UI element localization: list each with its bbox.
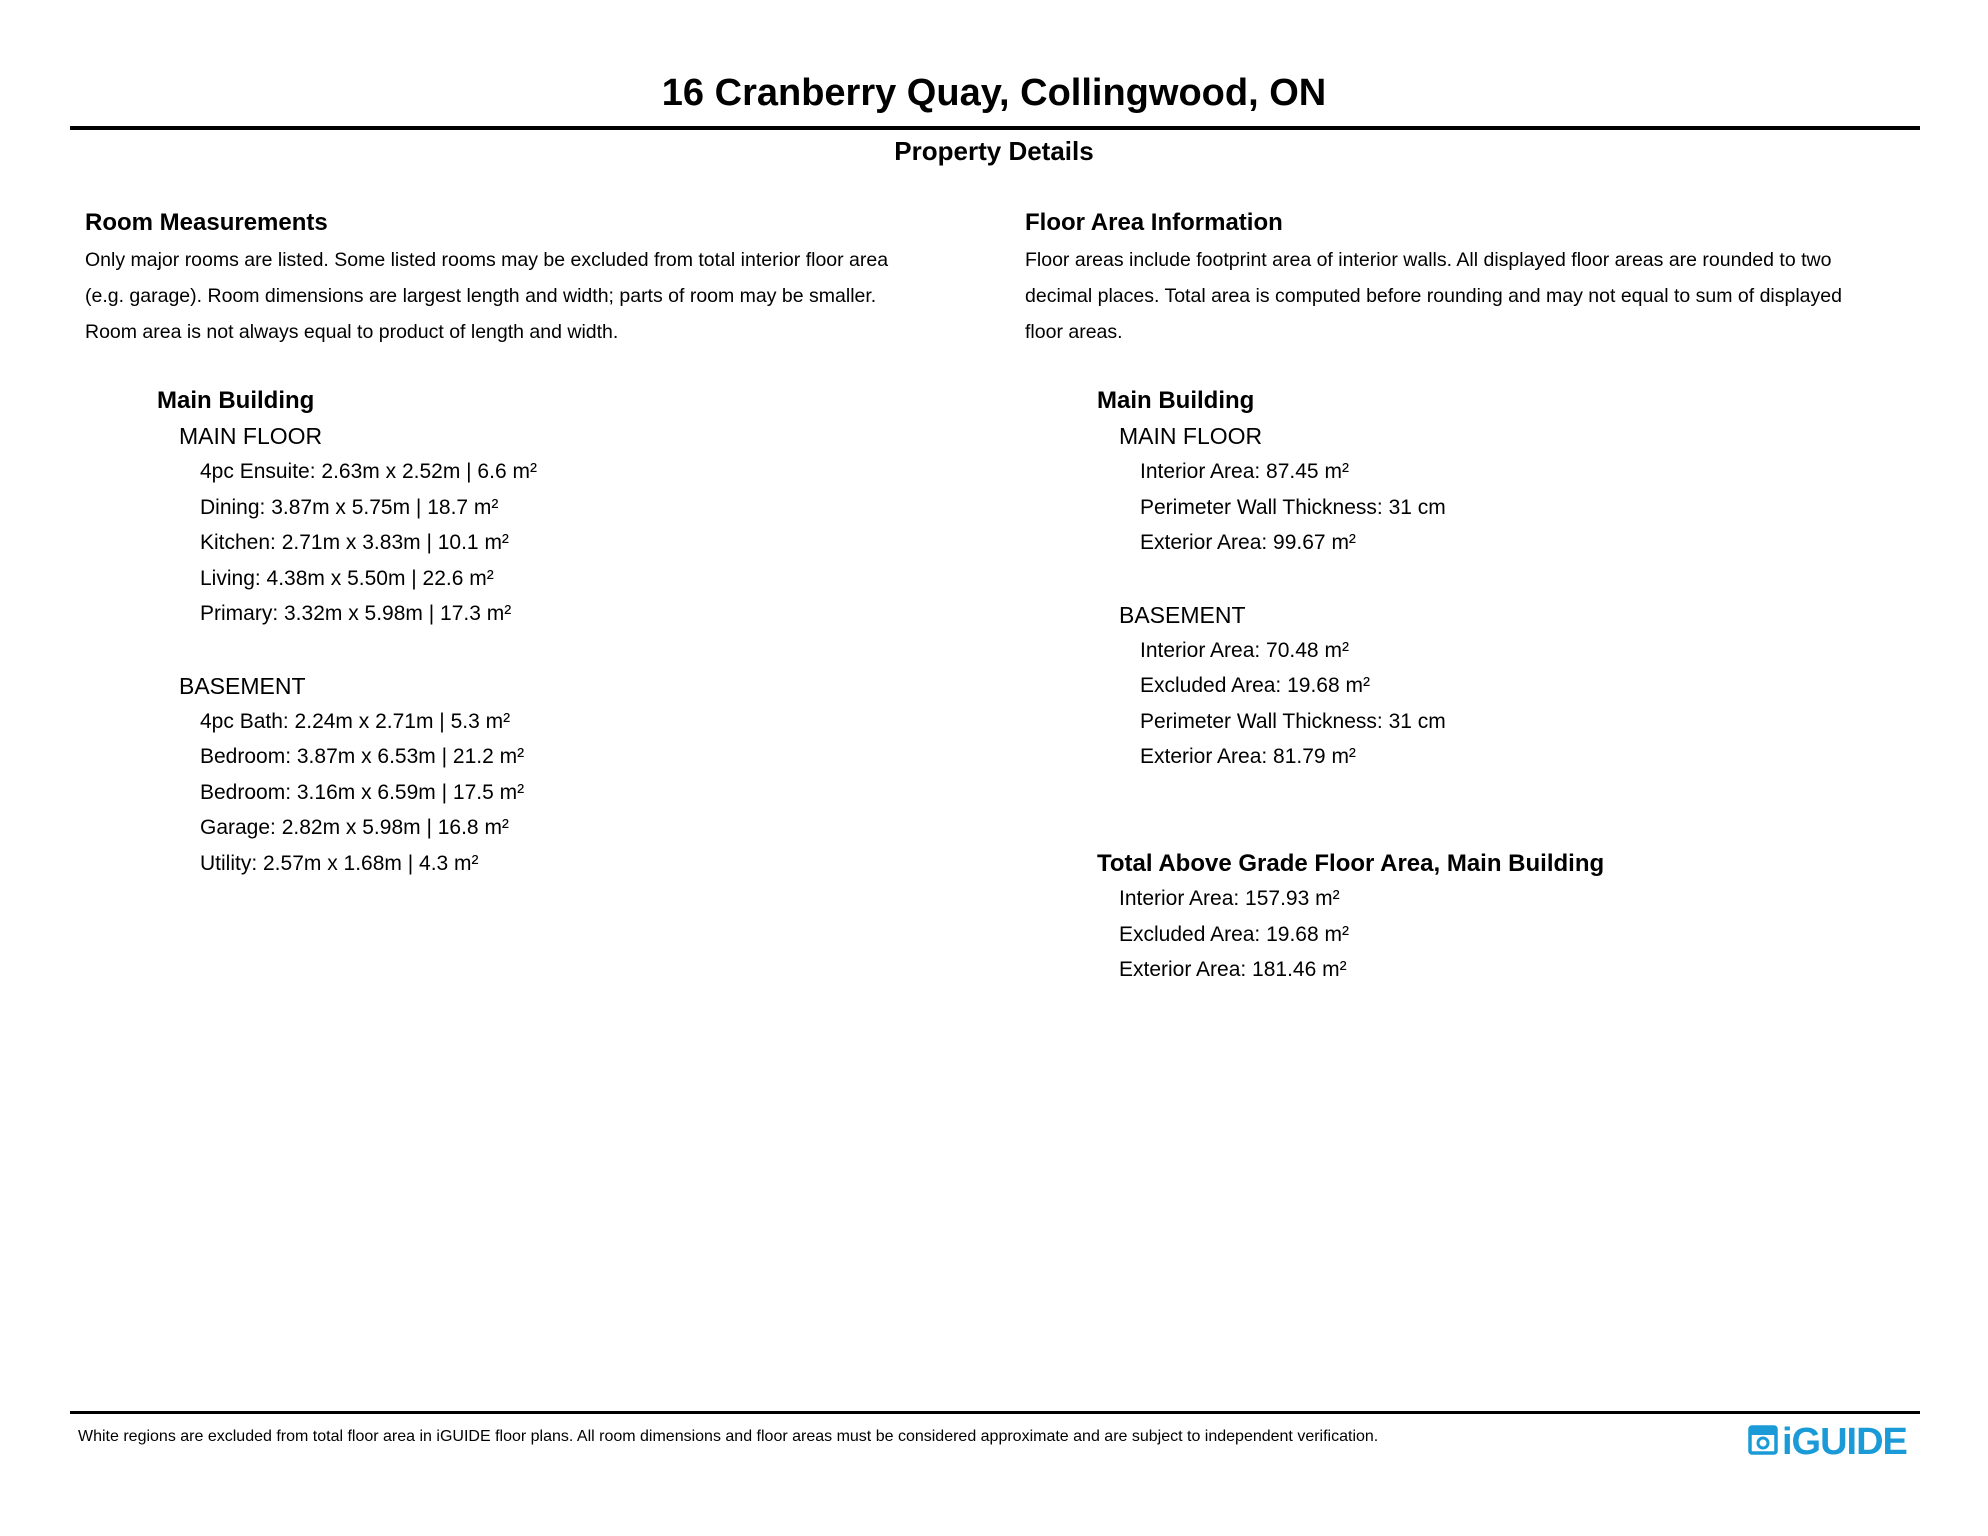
- description-line: decimal places. Total area is computed before rounding and may not equal to sum of displayed: [1025, 285, 1842, 307]
- description-line: floor areas.: [1025, 321, 1123, 343]
- total-area-item: Excluded Area: 19.68 m²: [1119, 922, 1349, 946]
- floor-heading: BASEMENT: [179, 672, 306, 699]
- spacer: [1097, 561, 1446, 597]
- total-area-block: [1097, 847, 1604, 988]
- room-item: Dining: 3.87m x 5.75m | 18.7 m²: [200, 495, 499, 519]
- floor-area-list: [1097, 384, 1446, 775]
- area-item: Perimeter Wall Thickness: 31 cm: [1140, 709, 1446, 733]
- description-line: (e.g. garage). Room dimensions are largest length and width; parts of room may be smaller.: [85, 285, 877, 307]
- area-item: Interior Area: 70.48 m²: [1140, 638, 1349, 662]
- area-item: Interior Area: 87.45 m²: [1140, 460, 1349, 483]
- description-line: Room area is not always equal to product of length and width.: [85, 321, 619, 343]
- footer-divider: [70, 1411, 1920, 1414]
- area-item: Perimeter Wall Thickness: 31 cm: [1140, 495, 1446, 519]
- room-item: Primary: 3.32m x 5.98m | 17.3 m²: [200, 602, 512, 625]
- room-item: Kitchen: 2.71m x 3.83m | 10.1 m²: [200, 531, 509, 554]
- floor-heading: MAIN FLOOR: [1119, 423, 1263, 449]
- camera-icon: [1748, 1424, 1778, 1461]
- description-line: Floor areas include footprint area of interior walls. All displayed floor areas are rounded to two: [1025, 249, 1832, 271]
- area-item: Excluded Area: 19.68 m²: [1140, 674, 1370, 697]
- description-line: Only major rooms are listed. Some listed rooms may be excluded from total interior floor area: [85, 249, 889, 271]
- header-divider: [70, 126, 1920, 130]
- room-item: Bedroom: 3.87m x 6.53m | 21.2 m²: [200, 745, 525, 768]
- floor-area-heading: Floor Area Information: [1025, 209, 1283, 236]
- floor-area-description: [1025, 242, 1940, 350]
- area-item: Exterior Area: 81.79 m²: [1140, 745, 1356, 768]
- building-heading: Main Building: [1097, 387, 1255, 414]
- room-measurements-section: [85, 206, 985, 350]
- room-measurements-heading: Room Measurements: [85, 209, 328, 236]
- logo-wordmark: iGUIDE: [1782, 1421, 1907, 1463]
- room-item: 4pc Bath: 2.24m x 2.71m | 5.3 m²: [200, 709, 511, 733]
- footer-disclaimer: White regions are excluded from total floor area in iGUIDE floor plans. All room dimensions and floor areas must be considered approximate and are subject to independent verification.: [78, 1428, 1379, 1445]
- total-area-item: Exterior Area: 181.46 m²: [1119, 958, 1347, 981]
- page-subtitle: Property Details: [894, 136, 1094, 166]
- floor-heading: BASEMENT: [1119, 601, 1246, 628]
- total-area-heading: Total Above Grade Floor Area, Main Building: [1097, 850, 1605, 877]
- spacer: [157, 632, 537, 668]
- room-item: Utility: 2.57m x 1.68m | 4.3 m²: [200, 851, 479, 875]
- floor-heading: MAIN FLOOR: [179, 423, 323, 449]
- room-item: Bedroom: 3.16m x 6.59m | 17.5 m²: [200, 780, 525, 804]
- room-measurements-description: [85, 242, 985, 350]
- room-item: Garage: 2.82m x 5.98m | 16.8 m²: [200, 816, 509, 839]
- room-item: 4pc Ensuite: 2.63m x 2.52m | 6.6 m²: [200, 460, 537, 483]
- total-area-item: Interior Area: 157.93 m²: [1119, 887, 1340, 910]
- area-item: Exterior Area: 99.67 m²: [1140, 531, 1356, 554]
- floor-area-section: [1025, 206, 1940, 350]
- iguide-logo: [1748, 1420, 1907, 1464]
- page-title: 16 Cranberry Quay, Collingwood, ON: [661, 72, 1327, 114]
- room-list: [157, 384, 537, 881]
- room-item: Living: 4.38m x 5.50m | 22.6 m²: [200, 566, 494, 590]
- building-heading: Main Building: [157, 387, 315, 414]
